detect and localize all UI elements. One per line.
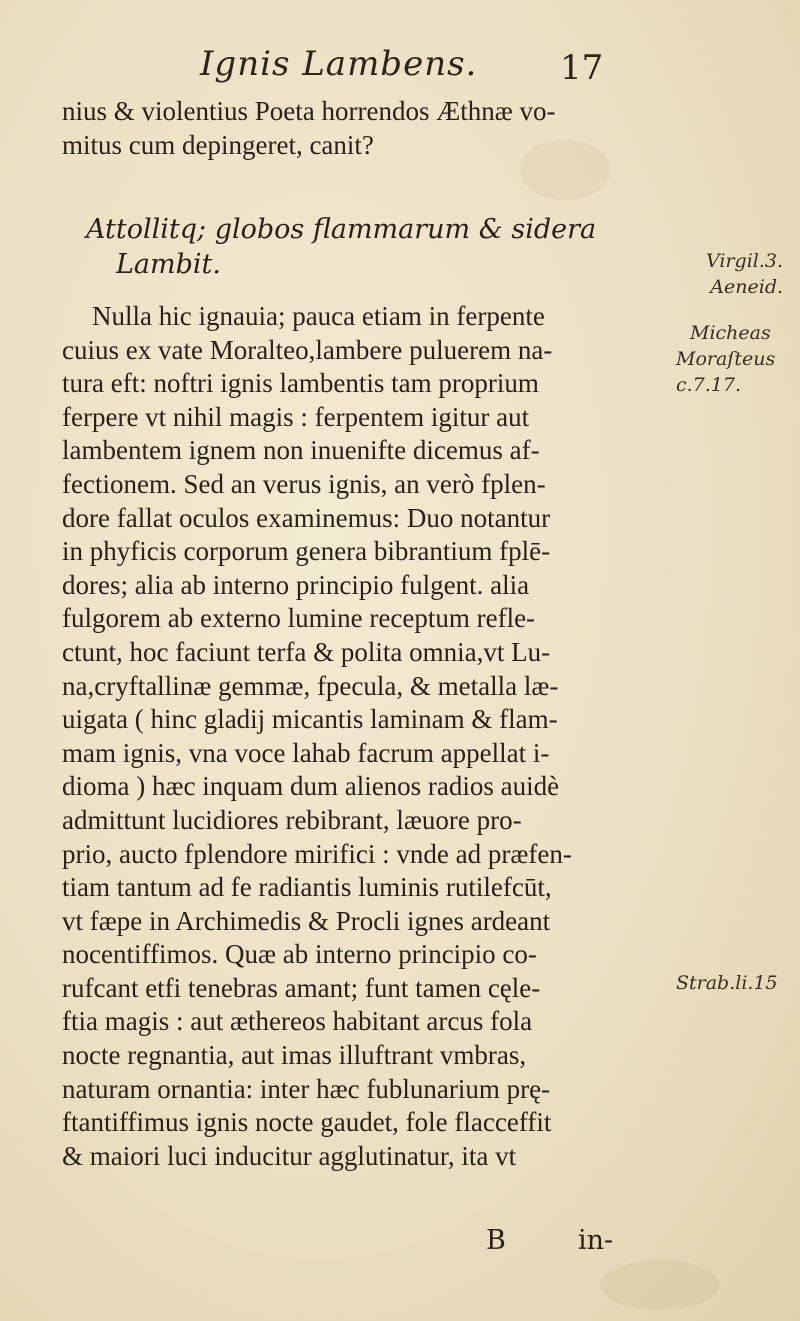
text-line: lambentem ignem non inuenifte dicemus af- [62,435,540,466]
text-line: fectionem. Sed an verus ignis, an verò fplen- [62,468,546,499]
text-line: nocte regnantia, aut imas illuftrant vmbras, [62,1040,527,1071]
margin-note-strabo: Strab.li.15 [676,972,778,994]
margin-note-virgil [706,248,783,300]
margin-note-line: Virgil.3. [706,250,784,272]
text-line: cuius ex vate Moralteo,lambere puluerem na- [62,334,553,365]
verse-quotation [86,212,596,282]
text-line: prio, aucto fplendore mirifici : vnde ad præfen- [62,838,572,869]
text-line: uigata ( hinc gladij micantis laminam & flam- [62,704,558,735]
verse-line: Attollitq; globos flammarum & sidera [86,214,597,245]
page-number: 17 [560,48,604,88]
text-line: na,cryftallinæ gemmæ, fpecula, & metalla læ- [62,670,559,701]
text-line: ftantiffimus ignis nocte gaudet, fole flacceffit [62,1107,552,1138]
text-line: mitus cum depingeret, canit? [62,129,374,160]
text-line: dore fallat oculos examinemus: Duo notantur [62,502,551,533]
signature-mark: B [486,1225,506,1256]
text-line: tura eft: noftri ignis lambentis tam proprium [62,368,539,399]
margin-note-micheas [676,320,775,398]
text-line: mam ignis, vna voce lahab facrum appellat i- [62,737,550,768]
text-line: fulgorem ab externo lumine receptum refle- [62,603,536,634]
text-line: Nulla hic ignauia; pauca etiam in ferpente [92,301,545,331]
intro-paragraph [62,95,627,162]
text-line: & maiori luci inducitur agglutinatur, ita vt [62,1140,517,1171]
margin-note-line: Moraſteus [676,348,776,370]
text-line: tiam tantum ad fe radiantis luminis rutilefcūt, [62,872,552,903]
text-line: nocentiffimos. Quæ ab interno principio co- [62,939,537,970]
text-line: ftia magis : aut æthereos habitant arcus fola [62,1006,533,1037]
verse-line: Lambit. [116,249,221,280]
text-line: rufcant etfi tenebras amant; funt tamen cęle- [62,972,541,1003]
running-head: Ignis Lambens. [200,44,478,84]
text-line: admittunt lucidiores rebibrant, læuore pro- [62,804,522,835]
text-line: ctunt, hoc faciunt terfa & polita omnia,vt Lu- [62,636,551,667]
catchword: in- [578,1225,614,1256]
margin-note-line: c.7.17. [676,374,742,396]
text-line: dioma ) hæc inquam dum alienos radios auidè [62,771,560,802]
paper-stain [600,1260,720,1310]
text-line: ferpere vt nihil magis : ferpentem igitur aut [62,401,530,432]
text-line: naturam ornantia: inter hæc fublunarium prę- [62,1073,551,1104]
text-line: vt fæpe in Archimedis & Procli ignes ardeant [62,905,551,936]
text-line: in phyficis corporum genera bibrantium fplē- [62,536,551,567]
text-line: dores; alia ab interno principio fulgent. alia [62,569,530,600]
text-line: nius & violentius Poeta horrendos Æthnæ vo- [62,96,556,126]
margin-note-line: Aeneid. [710,276,784,298]
main-paragraph [62,300,627,1173]
margin-note-line: Micheas [690,322,771,344]
